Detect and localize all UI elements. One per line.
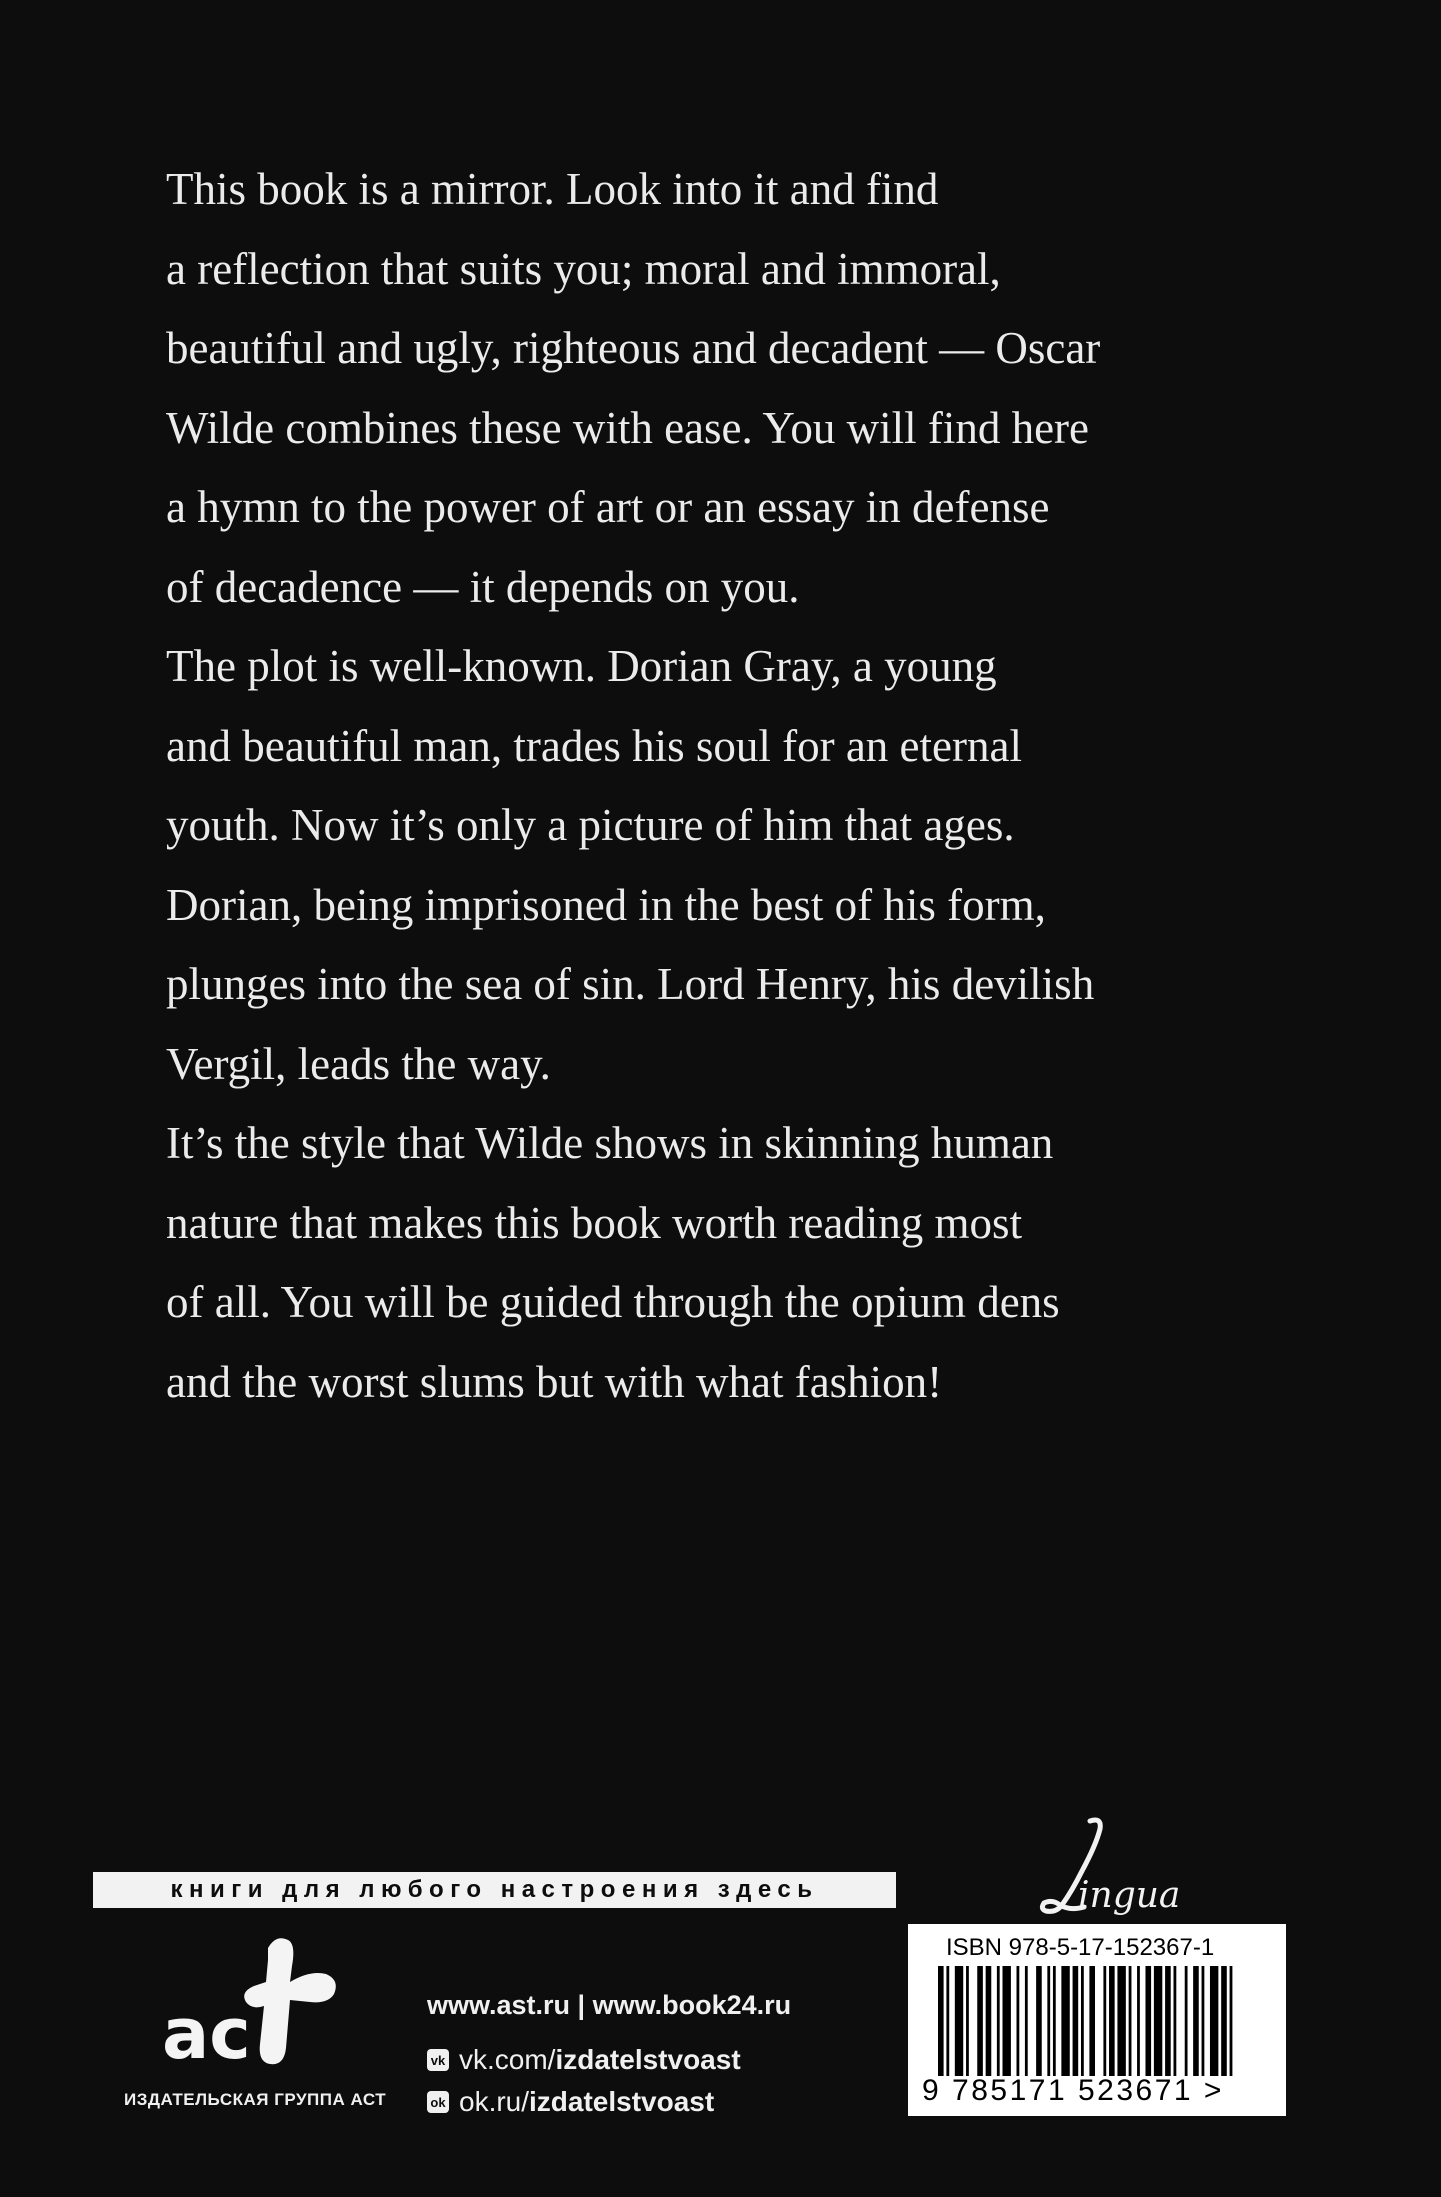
barcode-bar (1089, 1966, 1095, 2076)
ok-icon: ok (427, 2091, 449, 2113)
barcode-bar (1193, 1966, 1199, 2076)
ast-logo (150, 1930, 360, 2080)
barcode-bar (1137, 1966, 1140, 2076)
blurb-line: plunges into the sea of sin. Lord Henry, his devilish (166, 959, 1095, 1009)
barcode-bar (966, 1966, 969, 2076)
blurb-line: and the worst slums but with what fashion! (166, 1356, 943, 1407)
barcode-bar (1025, 1966, 1028, 2076)
blurb-line: a reflection that suits you; moral and immoral, (166, 243, 1001, 294)
publisher-websites[interactable]: www.ast.ru | www.book24.ru (427, 1990, 792, 2020)
barcode-bar (1154, 1966, 1162, 2076)
vk-icon: vk (427, 2049, 449, 2071)
vk-link[interactable] (427, 2043, 791, 2077)
barcode-bar (1210, 1966, 1218, 2076)
barcode (938, 1966, 1238, 2076)
barcode-bar (1129, 1966, 1132, 2076)
publisher-tagline-bar (93, 1872, 896, 1908)
blurb-line: nature that makes this book worth reading most (166, 1197, 1023, 1248)
barcode-bar (1221, 1966, 1227, 2076)
blurb-line: Wilde combines these with ease. You will find here (166, 402, 1090, 453)
barcode-bar (1109, 1966, 1115, 2076)
barcode-bar (1002, 1966, 1010, 2076)
barcode-bar (938, 1966, 944, 2076)
isbn-number: ISBN 978-5-17-152367-1 (946, 1934, 1215, 1961)
barcode-bar (946, 1966, 949, 2076)
barcode-bar (1053, 1966, 1056, 2076)
barcode-bar (1165, 1966, 1171, 2076)
barcode-bar (1017, 1966, 1020, 2076)
blurb-line: beautiful and ugly, righteous and decadent — Oscar (166, 323, 1101, 373)
publisher-caption: ИЗДАТЕЛЬСКАЯ ГРУППА АСТ (124, 2090, 387, 2109)
ok-link[interactable] (427, 2085, 791, 2119)
barcode-bar (1202, 1966, 1205, 2076)
barcode-digits: 9 785171 523671 > (922, 2074, 1224, 2107)
barcode-bar (955, 1966, 963, 2076)
publisher-links (427, 1990, 791, 2119)
ok-link-handle: izdatelstvoast (529, 2086, 715, 2117)
blurb-line: Vergil, leads the way. (166, 1038, 551, 1089)
barcode-bar (1061, 1966, 1069, 2076)
back-cover-blurb (166, 150, 1226, 1422)
barcode-bar (1047, 1966, 1050, 2076)
barcode-bar (1036, 1966, 1042, 2076)
blurb-line: Dorian, being imprisoned in the best of his form, (166, 879, 1046, 930)
vk-link-handle: izdatelstvoast (555, 2044, 741, 2075)
barcode-bar (1230, 1966, 1233, 2076)
barcode-bar (1145, 1966, 1151, 2076)
barcode-bar (1073, 1966, 1079, 2076)
barcode-bar (986, 1966, 992, 2076)
vk-link-prefix: vk.com/ (459, 2044, 556, 2075)
blurb-line: of all. You will be guided through the opium dens (166, 1277, 1060, 1327)
ok-link-prefix: ok.ru/ (459, 2086, 530, 2117)
blurb-line: This book is a mirror. Look into it and find (166, 164, 939, 214)
barcode-bar (977, 1966, 983, 2076)
svg-text:ingua: ingua (1078, 1875, 1180, 1916)
svg-text:ac: ac (162, 1993, 251, 2075)
lingua-logo (1030, 1815, 1180, 1925)
barcode-bar (1117, 1966, 1125, 2076)
blurb-line: youth. Now it’s only a picture of him that ages. (166, 800, 1015, 850)
barcode-bar (997, 1966, 1000, 2076)
barcode-bar (1174, 1966, 1177, 2076)
blurb-line: a hymn to the power of art or an essay in defense (166, 482, 1050, 532)
publisher-tagline: книги для любого настроения здесь (170, 1876, 819, 1903)
blurb-line: and beautiful man, trades his soul for an eternal (166, 720, 1022, 771)
isbn-barcode-panel (908, 1924, 1286, 2116)
blurb-line: of decadence — it depends on you. (166, 561, 800, 612)
barcode-bar (1103, 1966, 1106, 2076)
blurb-line: It’s the style that Wilde shows in skinning human (166, 1118, 1054, 1168)
barcode-bar (1185, 1966, 1188, 2076)
blurb-line: The plot is well-known. Dorian Gray, a young (166, 641, 997, 691)
barcode-bar (1081, 1966, 1084, 2076)
